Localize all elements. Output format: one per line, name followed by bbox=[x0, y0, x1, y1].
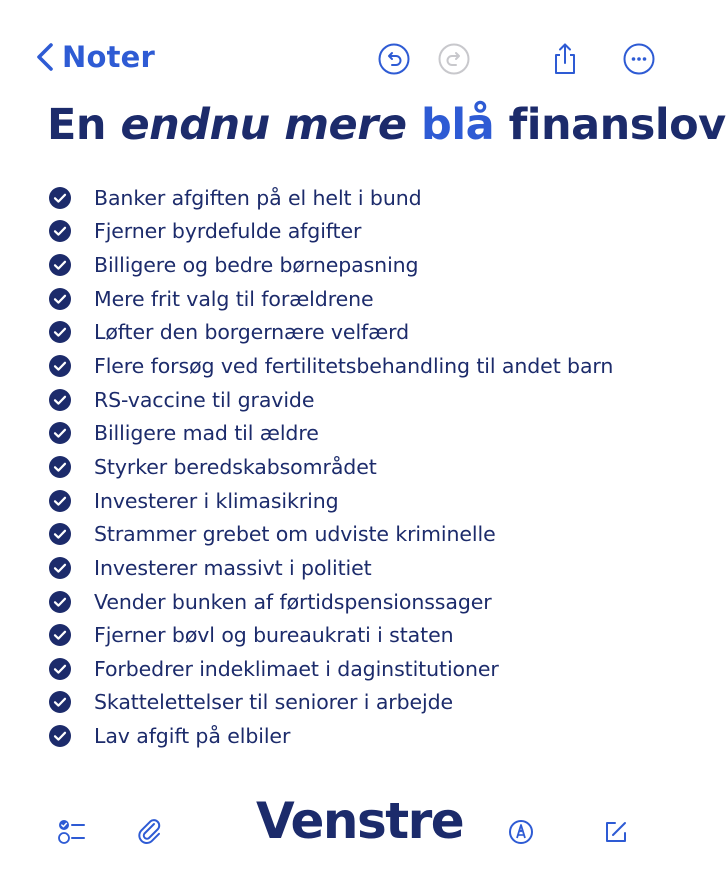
checklist-button[interactable] bbox=[56, 816, 88, 848]
checkmark-circle-icon[interactable] bbox=[48, 388, 72, 412]
checklist-item-text: Forbedrer indeklimaet i daginstitutioner bbox=[94, 656, 499, 681]
share-button[interactable] bbox=[548, 42, 582, 76]
checkmark-circle-icon[interactable] bbox=[48, 287, 72, 311]
checkmark-circle-icon[interactable] bbox=[48, 186, 72, 210]
note-title[interactable] bbox=[47, 100, 726, 150]
checkmark-circle-icon[interactable] bbox=[48, 489, 72, 513]
share-icon bbox=[548, 42, 582, 76]
checklist-item bbox=[48, 349, 688, 383]
checklist-item bbox=[48, 551, 688, 585]
more-icon bbox=[622, 42, 656, 76]
checklist-item-text: Strammer grebet om udviste kriminelle bbox=[94, 522, 496, 547]
checklist-item bbox=[48, 652, 688, 686]
checklist-item-text: Fjerner byrdefulde afgifter bbox=[94, 219, 362, 244]
checklist-item-text: Lav afgift på elbiler bbox=[94, 724, 291, 749]
checklist-item bbox=[48, 215, 688, 249]
chevron-left-icon bbox=[34, 40, 56, 74]
checkmark-circle-icon[interactable] bbox=[48, 590, 72, 614]
checklist-item bbox=[48, 517, 688, 551]
checklist-item-text: Investerer massivt i politiet bbox=[94, 555, 372, 580]
undo-icon bbox=[377, 42, 411, 76]
checklist-item bbox=[48, 450, 688, 484]
compose-icon bbox=[600, 816, 632, 848]
attachment-button[interactable] bbox=[134, 816, 166, 848]
back-label: Noter bbox=[62, 40, 156, 74]
checkmark-circle-icon[interactable] bbox=[48, 421, 72, 445]
paperclip-icon bbox=[134, 816, 166, 848]
checklist-item bbox=[48, 618, 688, 652]
checklist-item-text: Flere forsøg ved fertilitetsbehandling til andet barn bbox=[94, 354, 614, 379]
checklist-icon bbox=[56, 816, 88, 848]
checkmark-circle-icon[interactable] bbox=[48, 724, 72, 748]
title-italic: endnu mere bbox=[120, 100, 407, 150]
checklist-item-text: Vender bunken af førtidspensionssager bbox=[94, 589, 492, 614]
checkmark-circle-icon[interactable] bbox=[48, 657, 72, 681]
pen-tip-icon bbox=[505, 816, 537, 848]
top-toolbar bbox=[0, 36, 700, 84]
title-accent: blå bbox=[421, 100, 495, 150]
checklist-item bbox=[48, 719, 688, 753]
checklist-item bbox=[48, 484, 688, 518]
checklist bbox=[48, 181, 688, 753]
checklist-item bbox=[48, 416, 688, 450]
checklist-item bbox=[48, 181, 688, 215]
checkmark-circle-icon[interactable] bbox=[48, 455, 72, 479]
title-part-3: finanslov bbox=[494, 100, 726, 150]
redo-icon bbox=[437, 42, 471, 76]
checklist-item-text: Skattelettelser til seniorer i arbejde bbox=[94, 690, 454, 715]
checkmark-circle-icon[interactable] bbox=[48, 623, 72, 647]
checklist-item-text: Styrker beredskabsområdet bbox=[94, 454, 377, 479]
checklist-item-text: Billigere og bedre børnepasning bbox=[94, 253, 419, 278]
checklist-item bbox=[48, 282, 688, 316]
checklist-item bbox=[48, 248, 688, 282]
new-note-button[interactable] bbox=[600, 816, 632, 848]
checklist-item-text: Billigere mad til ældre bbox=[94, 421, 319, 446]
checkmark-circle-icon[interactable] bbox=[48, 690, 72, 714]
venstre-logo: Venstre bbox=[256, 792, 464, 850]
more-button[interactable] bbox=[622, 42, 656, 76]
checklist-item-text: Løfter den borgernære velfærd bbox=[94, 320, 410, 345]
checkmark-circle-icon[interactable] bbox=[48, 320, 72, 344]
checklist-item-text: Investerer i klimasikring bbox=[94, 488, 339, 513]
checklist-item-text: RS-vaccine til gravide bbox=[94, 387, 315, 412]
checklist-item bbox=[48, 383, 688, 417]
title-space bbox=[407, 100, 421, 150]
redo-button[interactable] bbox=[437, 42, 471, 76]
checklist-item-text: Fjerner bøvl og bureaukrati i staten bbox=[94, 623, 454, 648]
undo-button[interactable] bbox=[377, 42, 411, 76]
checkmark-circle-icon[interactable] bbox=[48, 219, 72, 243]
bottom-toolbar bbox=[0, 790, 700, 870]
checkmark-circle-icon[interactable] bbox=[48, 556, 72, 580]
checkmark-circle-icon[interactable] bbox=[48, 253, 72, 277]
checklist-item bbox=[48, 585, 688, 619]
markup-button[interactable] bbox=[505, 816, 537, 848]
checklist-item bbox=[48, 686, 688, 720]
checkmark-circle-icon[interactable] bbox=[48, 522, 72, 546]
checkmark-circle-icon[interactable] bbox=[48, 354, 72, 378]
checklist-item bbox=[48, 316, 688, 350]
checklist-item-text: Mere frit valg til forældrene bbox=[94, 286, 374, 311]
title-part-1: En bbox=[47, 100, 121, 150]
back-button[interactable] bbox=[34, 40, 155, 74]
checklist-item-text: Banker afgiften på el helt i bund bbox=[94, 185, 422, 210]
